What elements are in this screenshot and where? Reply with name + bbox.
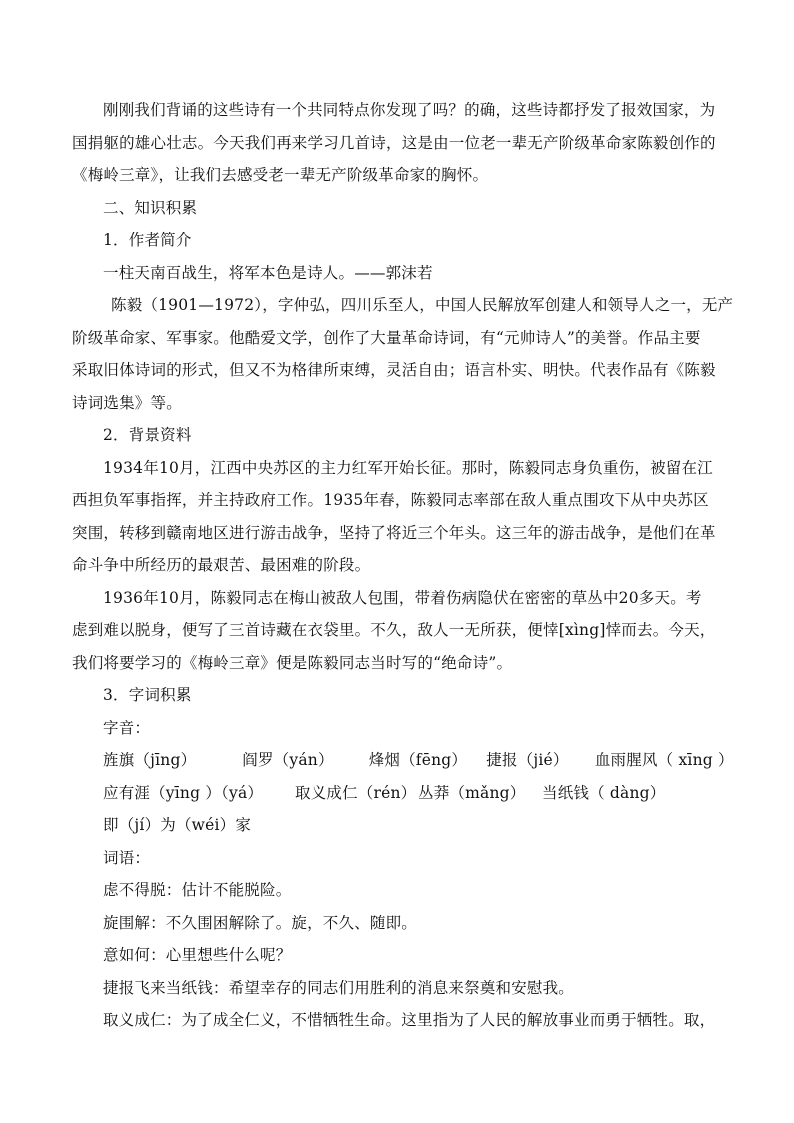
author-bio-line-2: 阶级革命家、军事家。他酷爱文学，创作了大量革命诗词，有“元帅诗人”的美誉。作品主要 (72, 328, 701, 347)
background-p1-line-1: 1934年10月，江西中央苏区的主力红军开始长征。那时，陈毅同志身负重伤，被留在江 (103, 458, 713, 477)
intro-line-1: 刚刚我们背诵的这些诗有一个共同特点你发现了吗？的确，这些诗都抒发了报效国家，为 (103, 101, 716, 119)
background-p1-line-2: 西担负军事指挥，并主持政府工作。1935年春，陈毅同志率部在敌人重点围攻下从中央苏区 (72, 491, 709, 509)
pronunciation-item: 当纸钱（ dàng） (542, 783, 666, 802)
intro-line-3: 《梅岭三章》，让我们去感受老一辈无产阶级革命家的胸怀。 (72, 166, 489, 184)
document-body (72, 94, 732, 1037)
word-definition: 虑不得脱：估计不能脱险。 (103, 881, 292, 899)
words-label: 词语： (103, 848, 151, 867)
word-definition: 旋围解：不久围困解除了。旋，不久、随即。 (103, 913, 418, 932)
background-p1-line-4: 命斗争中所经历的最艰苦、最困难的阶段。 (72, 556, 371, 574)
background-p1-line-3: 突围，转移到赣南地区进行游击战争，坚持了将近三个年头。这三年的游击战争，是他们在革 (72, 523, 716, 542)
vocab-heading: 3．字词积累 (103, 686, 192, 704)
pronunciation-row-2 (72, 777, 732, 810)
pronunciation-item: 应有涯（yīng ）（yá） (103, 783, 264, 802)
word-definition: 取义成仁：为了成全仁义，不惜牺牲生命。这里指为了人民的解放事业而勇于牺牲。取， (103, 1011, 716, 1029)
background-p2-line-1: 1936年10月，陈毅同志在梅山被敌人包围，带着伤病隐伏在密密的草丛中20多天。考 (103, 588, 702, 607)
author-heading: 1．作者简介 (103, 231, 192, 249)
intro-line-2: 国捐躯的雄心壮志。今天我们再来学习几首诗，这是由一位老一辈无产阶级革命家陈毅创作的 (72, 133, 716, 152)
background-p2-line-3: 我们将要学习的《梅岭三章》便是陈毅同志当时写的“绝命诗”。 (72, 653, 513, 672)
pronunciation-item: 捷报（jié） (486, 751, 569, 769)
author-bio-line-3: 采取旧体诗词的形式，但又不为格律所束缚，灵活自由；语言朴实、明快。代表作品有《陈毅 (72, 361, 716, 379)
pronunciation-item: 血雨腥风（ xīng ） (594, 751, 734, 769)
pronunciation-item: 旌旗（jīng） (103, 751, 197, 769)
word-definition: 意如何：心里想些什么呢？ (103, 946, 292, 964)
author-bio-line-1: 陈毅（1901—1972），字仲弘，四川乐至人，中国人民解放军创建人和领导人之一，无产 (111, 296, 734, 314)
author-bio-line-4: 诗词选集》等。 (72, 393, 182, 412)
author-quote: 一柱天南百战生，将军本色是诗人。——郭沫若 (103, 263, 433, 282)
pronunciation-item: 即（jí）为（wéi）家 (103, 816, 252, 834)
section-heading-knowledge: 二、知识积累 (103, 198, 198, 217)
pronunciation-label: 字音： (103, 718, 151, 737)
pronunciation-item: 取义成仁（rén） (295, 783, 417, 802)
background-p2-line-2: 虑到难以脱身，便写了三首诗藏在衣袋里。不久，敌人一无所获，便悻[xìng]悻而去。今天， (72, 621, 716, 639)
pronunciation-row-3 (72, 809, 732, 842)
word-definition: 捷报飞来当纸钱：希望幸存的同志们用胜利的消息来祭奠和安慰我。 (103, 978, 575, 997)
pronunciation-row-1 (72, 744, 732, 777)
pronunciation-item: 阎罗（yán） (242, 751, 334, 769)
background-heading: 2．背景资料 (103, 426, 192, 444)
pronunciation-item: 烽烟（fēng） (368, 751, 468, 769)
pronunciation-item: 丛莽（mǎng） (418, 783, 526, 802)
